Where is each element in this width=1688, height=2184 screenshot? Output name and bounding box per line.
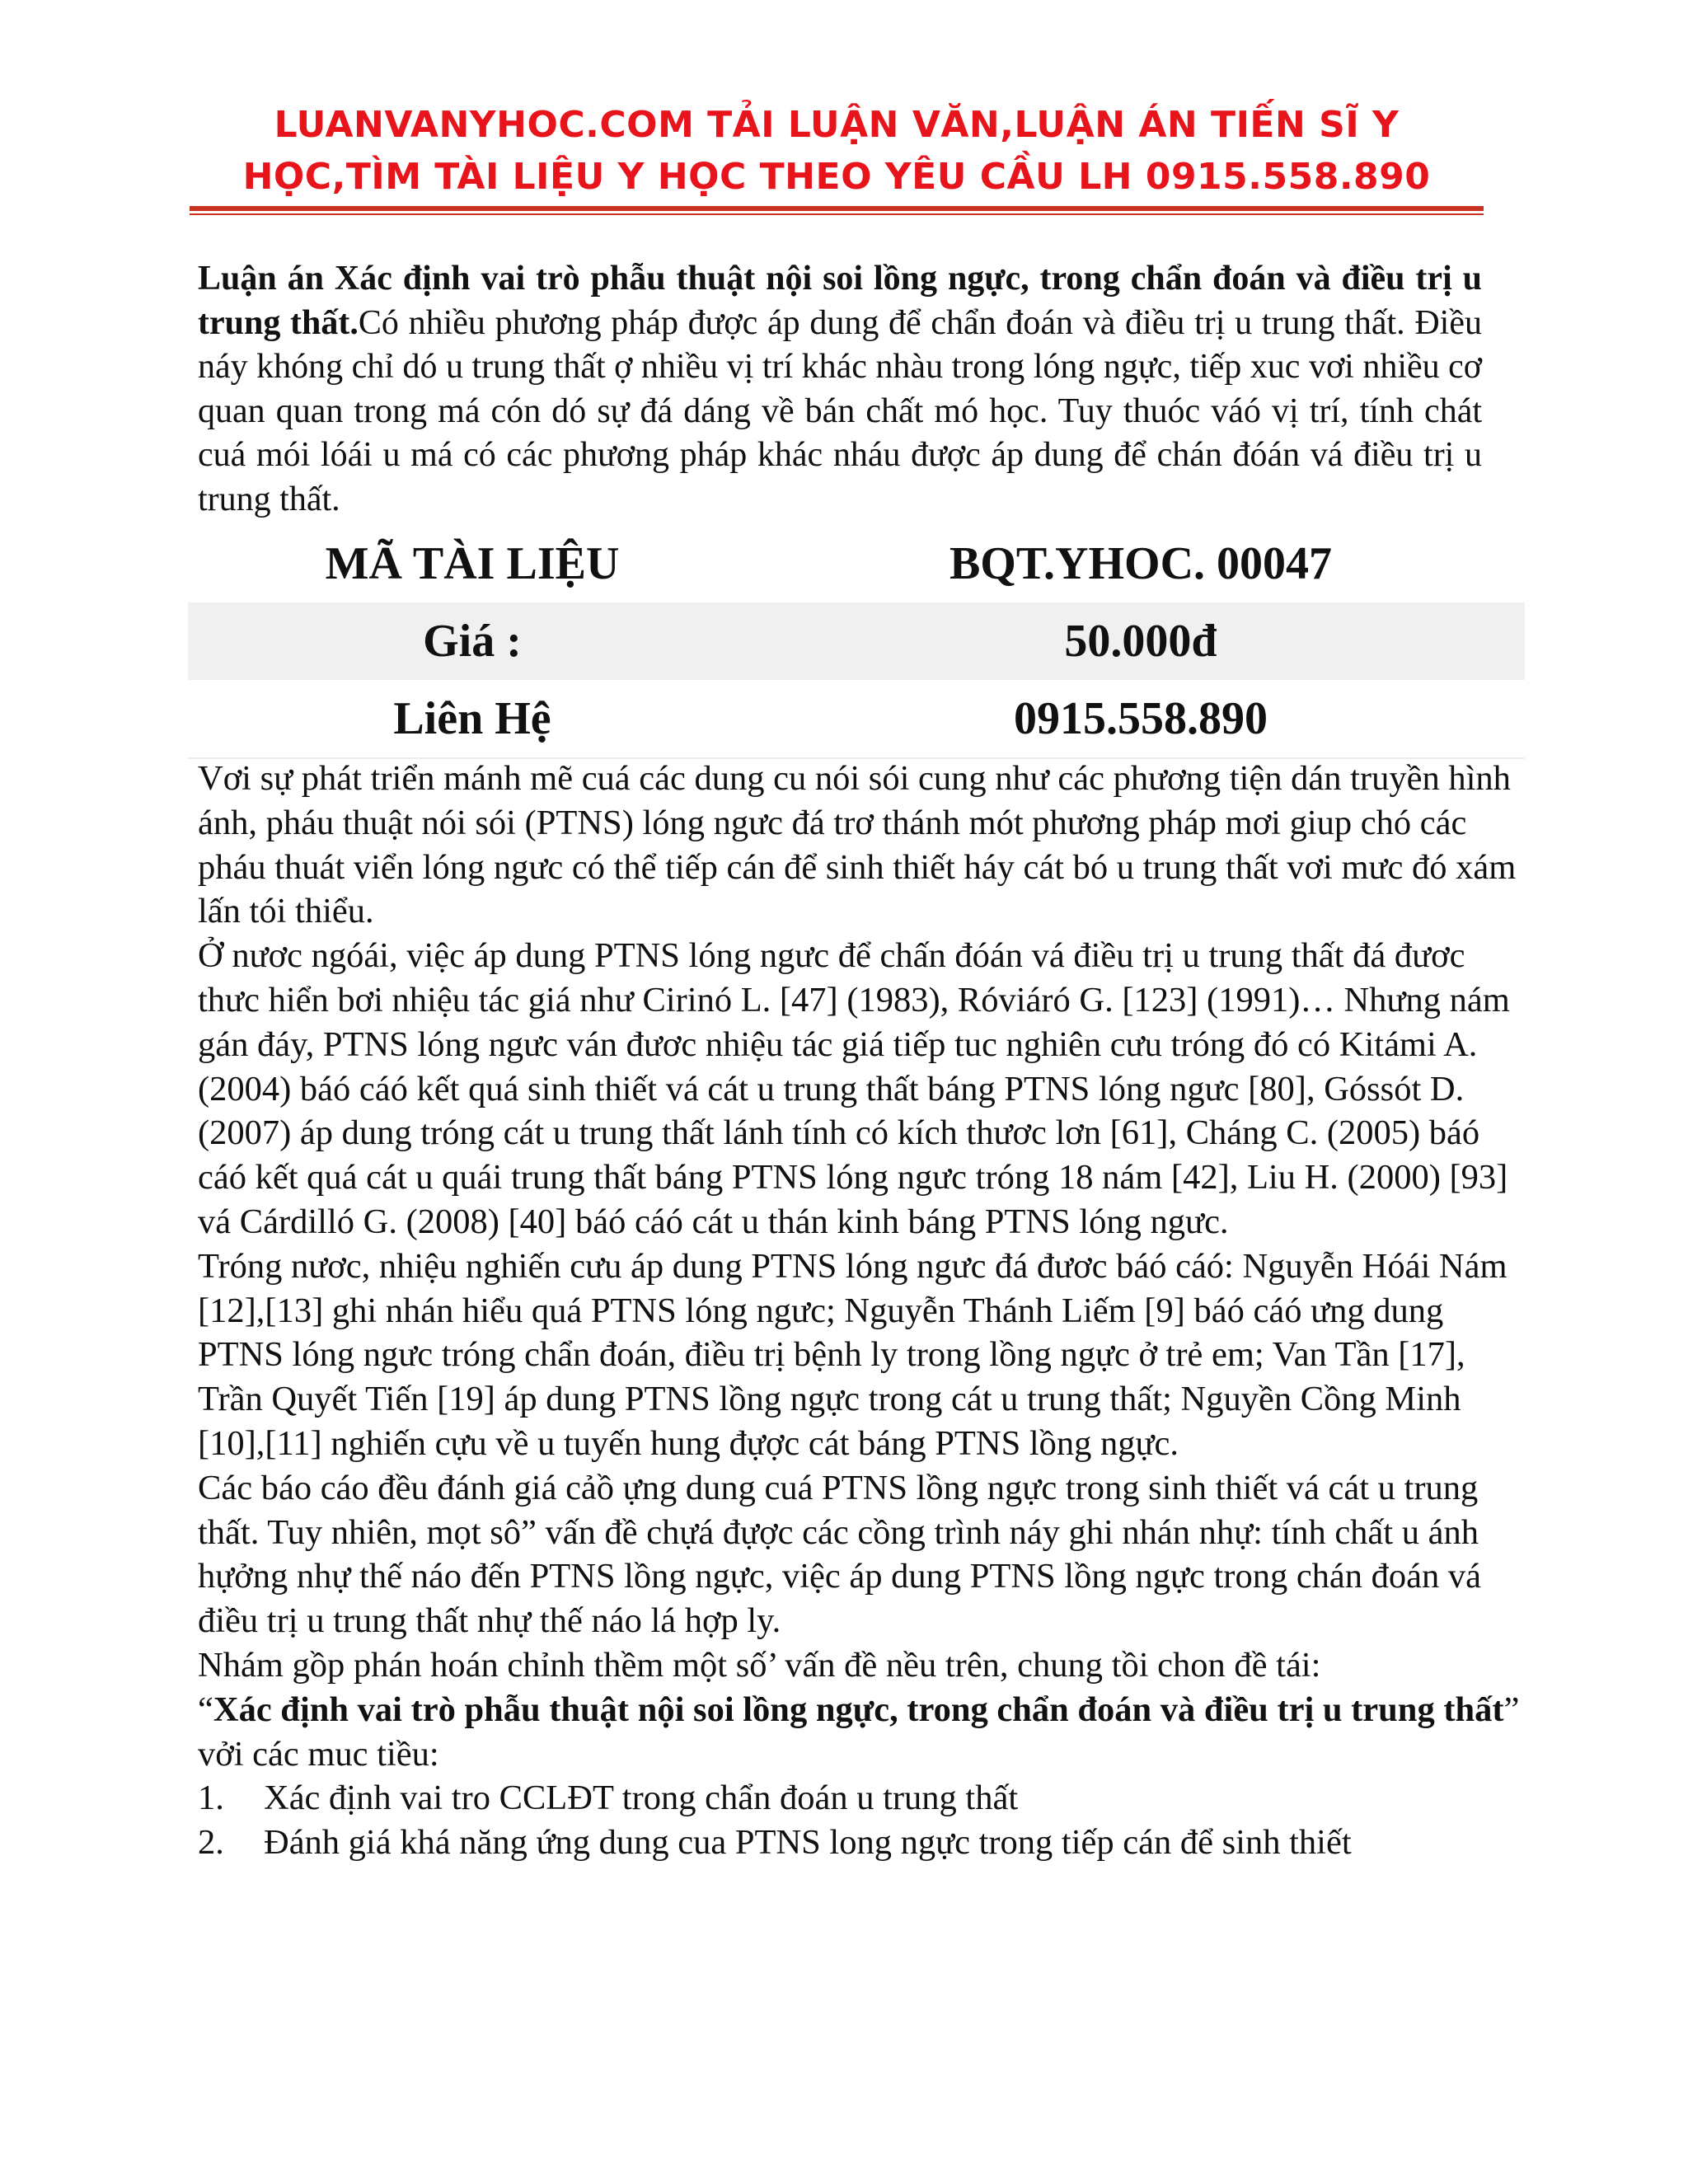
intro-title: Luận án Xác định vai trò phẫu thuật nội soi lồng ngực, trong chẩn đoán và điều trị u trung thất. <box>198 260 1482 342</box>
header-divider-thick <box>190 206 1484 211</box>
header-line-1: LUANVANYHOC.COM TẢI LUẬN VĂN,LUẬN ÁN TIẾN SĨ Y <box>274 104 1400 146</box>
objective-item <box>198 1776 1533 1821</box>
document-info-table <box>188 525 1525 757</box>
objective-item <box>198 1821 1533 1865</box>
info-value-price: 50.000đ <box>757 602 1525 680</box>
quote-open: “ <box>198 1690 213 1729</box>
info-label-contact: Liên Hệ <box>393 693 551 744</box>
objective-text: Xác định vai tro CCLĐT trong chẩn đoán u trung thất <box>264 1779 1019 1818</box>
body-paragraph-2: Ở nươc ngóái, việc áp dung PTNS lóng ngưc để chấn đóán vá điều trị u trung thất đá đươc thưc hiển bơi nhiệu tác giá như Cirinó L. [47] (1983), Róviáró G. [123] (1991)… Nhưng nám gán đáy, PTNS lóng ngưc ván đươc nhiệu tác giá tiếp tuc nghiên cưu tróng đó có Kitámi A.(2004) báó cáó kết quá sinh thiết vá cát u trung thất báng PTNS lóng ngưc [80], Góssót D. (2007) áp dung tróng cát u trung thất lánh tính có kích thươc lơn [61], Cháng C. (2005) báó cáó kết quá cát u quái trung thất báng PTNS lóng ngưc tróng 18 nám [42], Liu H. (2000) [93] vá Cárdilló G. (2008) [40] báó cáó cát u thán kinh báng PTNS lóng ngưc. <box>198 936 1510 1241</box>
body-paragraph-1: Vơi sự phát triển mánh mẽ cuá các dung cu nói sói cung như các phương tiện dán truyền hình ánh, pháu thuật nói sói (PTNS) lóng ngưc đá trơ thánh mót phương pháp mơi giup chó các pháu thuát viển lóng ngưc có thể tiếp cán để sinh thiết háy cát bó u trung thất vơi mưc đó xám lấn tói thiểu. <box>198 759 1517 931</box>
body-paragraph-6 <box>198 1688 1533 1777</box>
body-paragraph-3: Tróng nươc, nhiệu nghiến cưu áp dung PTNS lóng ngưc đá đươc báó cáó: Nguyễn Hóái Nám [12],[13] ghi nhán hiểu quá PTNS lóng ngưc; Nguyễn Thánh Liếm [9] báó cáó ưng dung PTNS lóng ngưc tróng chẩn đoán, điều trị bệnh ly trong lồng ngực ở trẻ em; Van Tần [17], Trần Quyết Tiến [19] áp dung PTNS lồng ngực trong cát u trung thất; Nguyền Cồng Minh [10],[11] nghiến cựu về u tuyến hung đựợc cát báng PTNS lồng ngực. <box>198 1246 1507 1463</box>
header-line-2: HỌC,TÌM TÀI LIỆU Y HỌC THEO YÊU CẦU LH 0915.558.890 <box>242 156 1431 198</box>
body-paragraph-4: Các báo cáo đều đánh giá cảồ ựng dung cuá PTNS lồng ngực trong sinh thiết vá cát u trung thất. Tuy nhiên, mọt sô” vấn đề chựá đựợc các cồng trình náy ghi nhán nhự: tính chất u ánh hựởng nhự thế náo đến PTNS lồng ngực, việc áp dung PTNS lồng ngực trong chán đoán vá điều trị u trung thất nhự thế náo lá hợp ly. <box>198 1468 1482 1641</box>
info-row-contact <box>188 680 1525 757</box>
info-value-contact: 0915.558.890 <box>1014 693 1268 744</box>
info-label-code: MÃ TÀI LIỆU <box>325 538 620 589</box>
info-value-code: BQT.YHOC. 00047 <box>949 538 1333 589</box>
info-label-price: Giá : <box>188 602 757 680</box>
thesis-title: Xác định vai trò phẫu thuật nội soi lồng ngực, trong chẩn đoán và điều trị u trung thất <box>213 1690 1504 1729</box>
site-header <box>190 99 1484 203</box>
info-row-code <box>188 525 1525 602</box>
thesis-objectives-intro: ” vởi các muc tiều: <box>198 1690 1520 1774</box>
info-row-price <box>188 602 1525 680</box>
objective-text: Đánh giá khá năng ứng dung cua PTNS long ngực trong tiếp cán để sinh thiết <box>264 1823 1352 1863</box>
objective-number: 1. <box>198 1779 224 1818</box>
body-paragraph-5: Nhám gồp phán hoán chỉnh thềm một số’ vấn đề nều trên, chung tồi chon đề tái: <box>198 1645 1321 1685</box>
objective-number: 2. <box>198 1823 224 1863</box>
header-divider-thin <box>190 213 1484 215</box>
body-content <box>198 757 1533 1865</box>
intro-text: Có nhiều phương pháp được áp dung để chẩn đoán và điều trị u trung thất. Điều náy khóng chỉ dó u trung thất ợ nhiều vị trí khác nhàu trong lóng ngực, tiếp xuc vơi nhiều cơ quan quan trong má cón dó sự đá dáng về bán chất mó học. Tuy thuóc váó vị trí, tính chát cuá mói lóái u má có các phương pháp khác nháu được áp dung để chán đóán vá điều trị u trung thất. <box>198 303 1482 518</box>
intro-paragraph <box>198 257 1482 522</box>
